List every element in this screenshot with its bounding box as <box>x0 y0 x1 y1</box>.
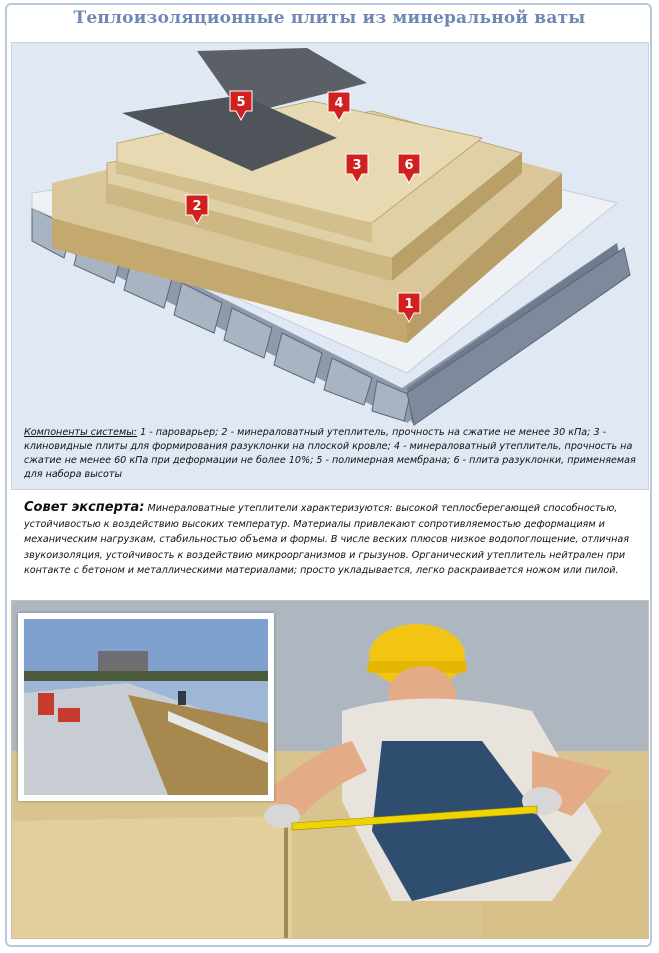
caption-lead: Компоненты системы: <box>24 427 138 438</box>
rooftop-inset-photo <box>18 613 274 801</box>
diagram-panel <box>11 42 649 490</box>
svg-text:5: 5 <box>236 95 246 110</box>
svg-text:3: 3 <box>352 158 362 173</box>
svg-text:1: 1 <box>404 297 414 312</box>
rooftop-illustration <box>18 613 274 801</box>
svg-text:4: 4 <box>334 96 344 111</box>
expert-lead: Совет эксперта: <box>24 500 145 515</box>
caption-text: 1 - пароварьер; 2 - минераловатный утеплитель, прочность на сжатие не менее 30 кПа; 3 - клиновидные плиты для формирования разуклонки на плоской кровле; 4 - минераловатный утеплитель, прочность на сжатие не менее 60 кПа при деформации не более 10%; 5 - полимерная мембрана; 6 - плита разуклонки, применяемая для набора высоты <box>24 427 636 480</box>
expert-text: Минераловатные утеплители характеризуются: высокой теплосберегающей способностью, устойчивостью к воздействию высоких температур. Материалы привлекают сопротивляемостью деформациям и механическим нагрузкам, стабильностью объема и формы. В числе веских плюсов низкое водопоглощение, отличная звукоизоляция, устойчивость к воздействию микроорганизмов и грызунов. Органический утеплитель нейтрален при контакте с бетоном и металлическими материалами; просто укладывается, легко раскраивается ножом или пилой. <box>24 503 630 576</box>
svg-text:6: 6 <box>404 158 414 173</box>
svg-text:2: 2 <box>192 199 202 214</box>
expert-advice <box>24 500 642 579</box>
page-title: Теплоизоляционные плиты из минеральной ваты <box>73 8 586 28</box>
components-caption <box>24 426 640 482</box>
roof-layers-diagram <box>12 43 648 463</box>
